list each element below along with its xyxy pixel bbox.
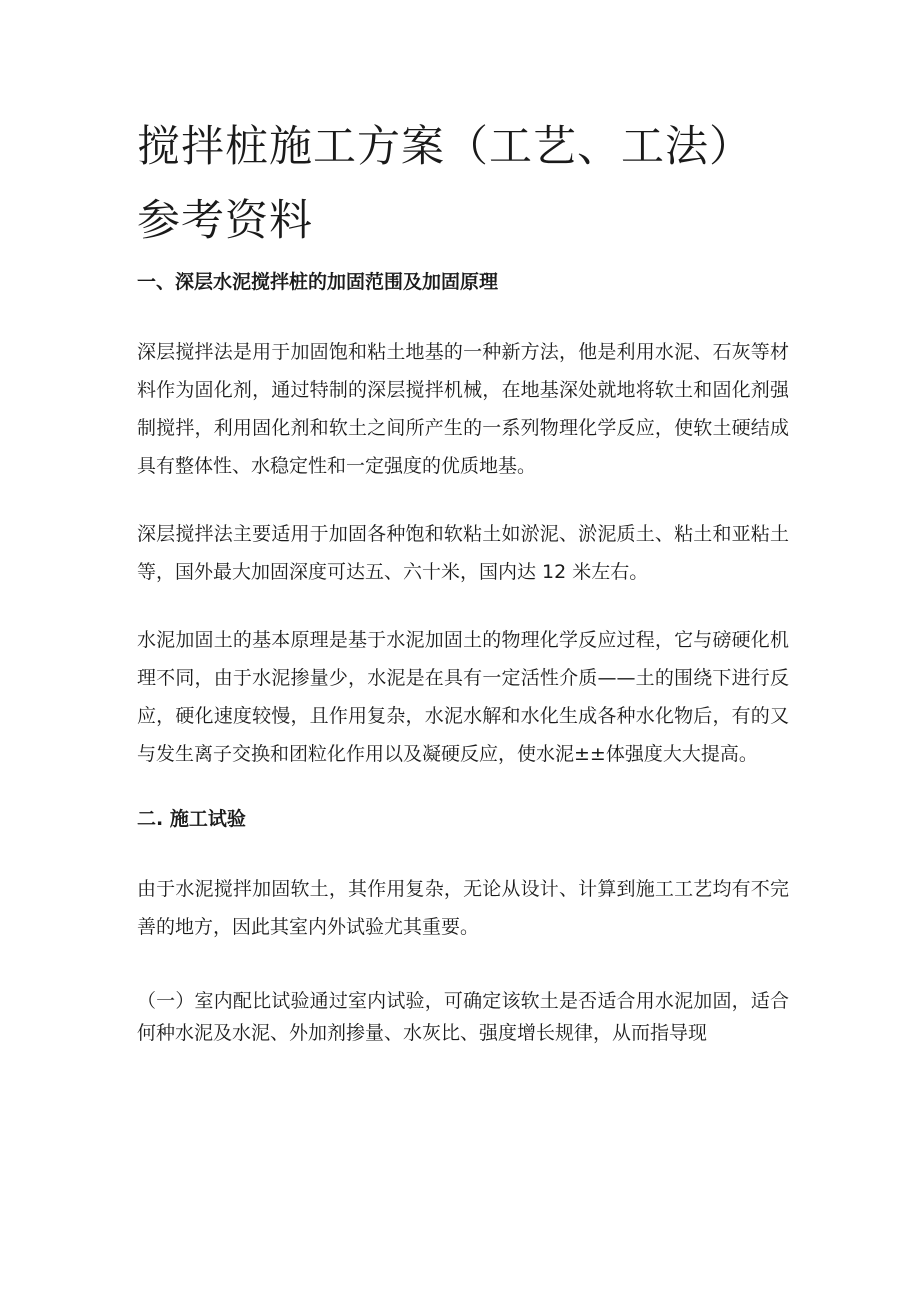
document-page bbox=[137, 110, 789, 1049]
paragraph-deep-mixing-method: 深层搅拌法是用于加固饱和粘土地基的一种新方法，他是利用水泥、石灰等材料作为固化剂，通过特制的深层搅拌机械，在地基深处就地将软土和固化剂强制搅拌，利用固化剂和软土之间所产生的一系列物理化学反应，使软土硬结成具有整体性、水稳定性和一定强度的优质地基。 bbox=[137, 341, 789, 477]
paragraph-application-scope: 深层搅拌法主要适用于加固各种饱和软粘土如淤泥、淤泥质土、粘土和亚粘土等，国外最大加固深度可达五、六十米，国内达 12 米左右。 bbox=[137, 523, 789, 583]
paragraph-construction-test-intro: 由于水泥搅拌加固软土，其作用复杂，无论从设计、计算到施工工艺均有不完善的地方，因此其室内外试验尤其重要。 bbox=[137, 878, 789, 938]
paragraph-lab-mix-test: （一）室内配比试验通过室内试验，可确定该软土是否适合用水泥加固，适合何种水泥及水泥、外加剂掺量、水灰比、强度增长规律，从而指导现 bbox=[137, 990, 789, 1044]
section-heading-1: 一、深层水泥搅拌桩的加固范围及加固原理 bbox=[137, 271, 499, 293]
document-title: 搅拌桩施工方案（工艺、工法）参考资料 bbox=[137, 122, 753, 246]
paragraph-basic-principle: 水泥加固土的基本原理是基于水泥加固土的物理化学反应过程，它与磅硬化机理不同，由于水泥掺量少，水泥是在具有一定活性介质——土的围绕下进行反应，硬化速度较慢，且作用复杂，水泥水解和水化生成各种水化物后，有的又与发生离子交换和团粒化作用以及凝硬反应，使水泥±±体强度大大提高。 bbox=[137, 629, 789, 765]
section-heading-2: 二. 施工试验 bbox=[137, 808, 246, 830]
